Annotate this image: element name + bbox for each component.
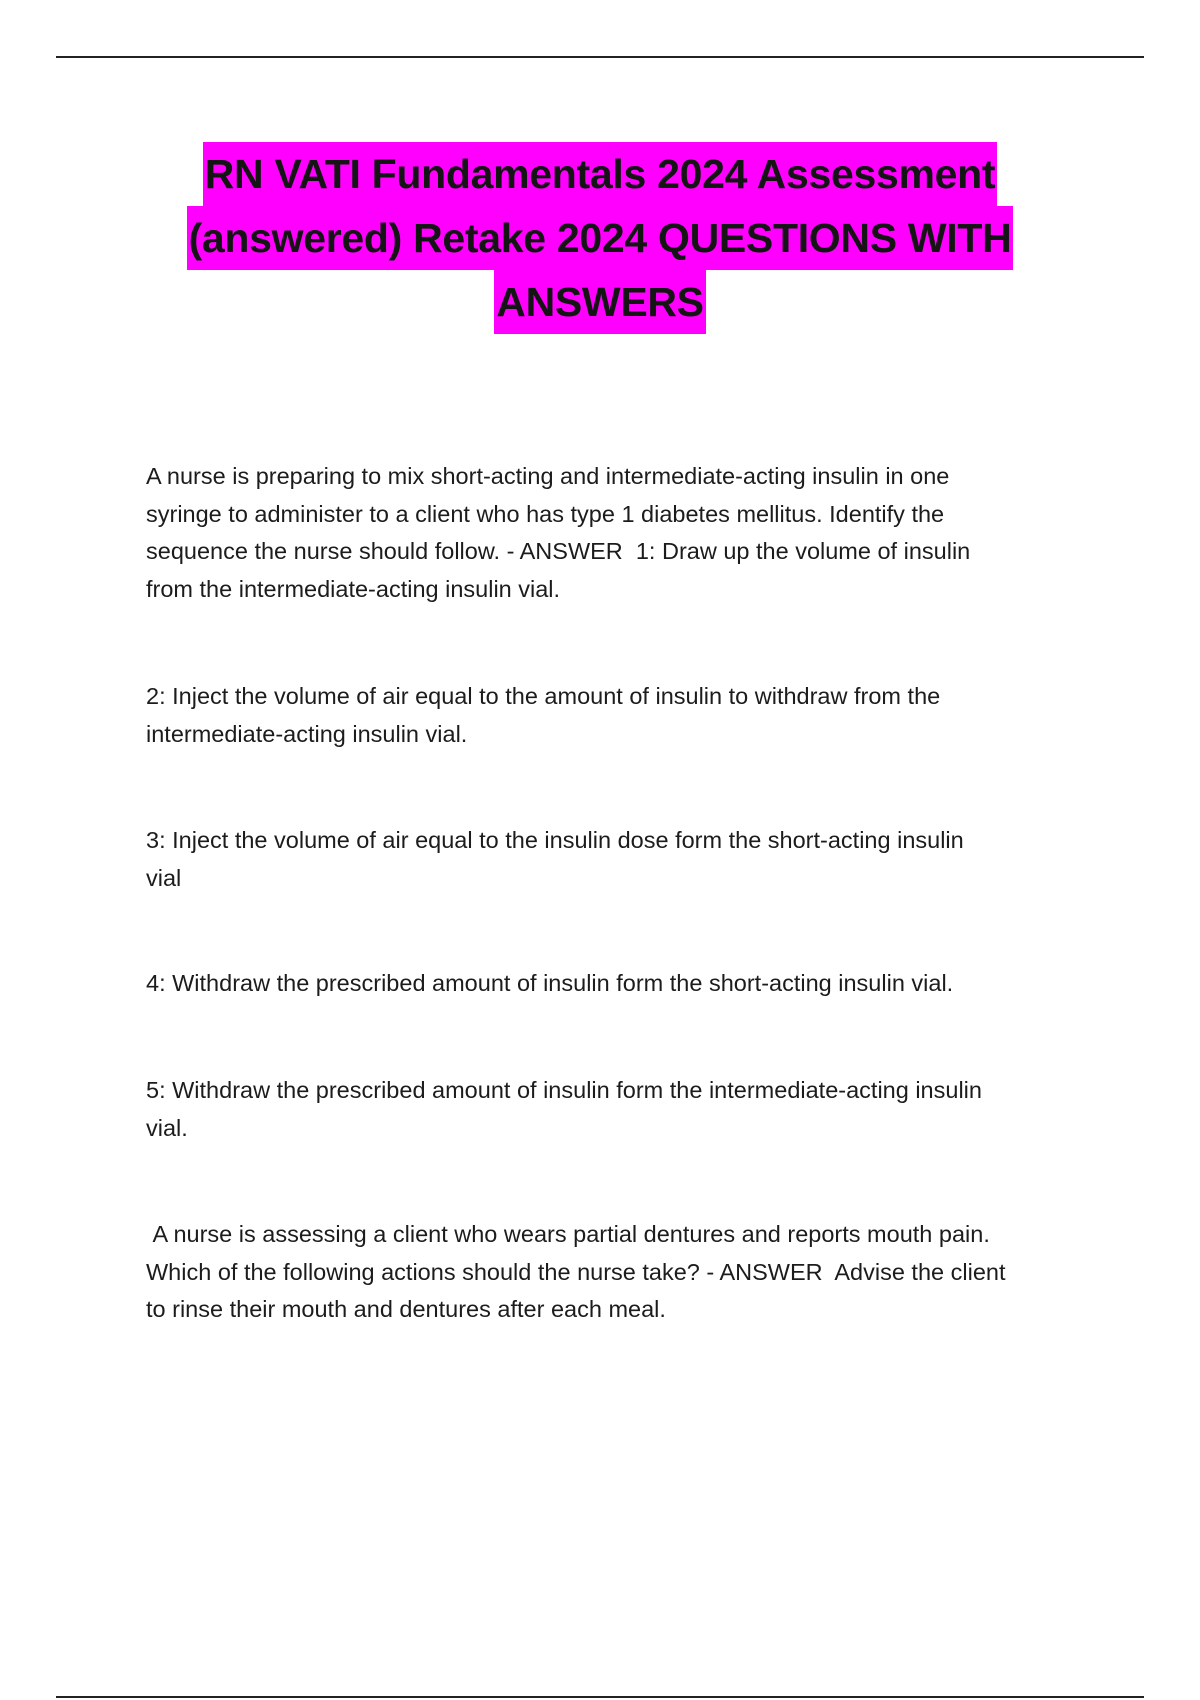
answer-step-3: 3: Inject the volume of air equal to the insulin dose form the short-acting insulin vial: [146, 827, 964, 891]
answer-step-4: 4: Withdraw the prescribed amount of insulin form the short-acting insulin vial.: [146, 970, 954, 996]
top-rule: [56, 56, 1144, 58]
answer-step-2: 2: Inject the volume of air equal to the amount of insulin to withdraw from the intermediate-acting insulin vial.: [146, 683, 941, 747]
document-title: [100, 142, 1100, 334]
title-line-3: ANSWERS: [494, 270, 705, 334]
title-line-2: (answered) Retake 2024 QUESTIONS WITH: [187, 206, 1014, 270]
title-line-1: RN VATI Fundamentals 2024 Assessment: [203, 142, 997, 206]
bottom-rule: [56, 1696, 1144, 1698]
answer-step-5: 5: Withdraw the prescribed amount of insulin form the intermediate-acting insulin vial.: [146, 1077, 982, 1141]
question-1-paragraph: A nurse is preparing to mix short-acting and intermediate-acting insulin in one syringe to administer to a client who has type 1 diabetes mellitus. Identify the sequence the nurse should follow. - ANSWER 1: Draw up the volume of insulin from the intermediate-acting insulin vial.: [146, 463, 971, 602]
question-2-paragraph: A nurse is assessing a client who wears partial dentures and reports mouth pain. Which of the following actions should the nurse take? - ANSWER Advise the client to rinse their mouth and dentures after each meal.: [146, 1221, 1006, 1322]
